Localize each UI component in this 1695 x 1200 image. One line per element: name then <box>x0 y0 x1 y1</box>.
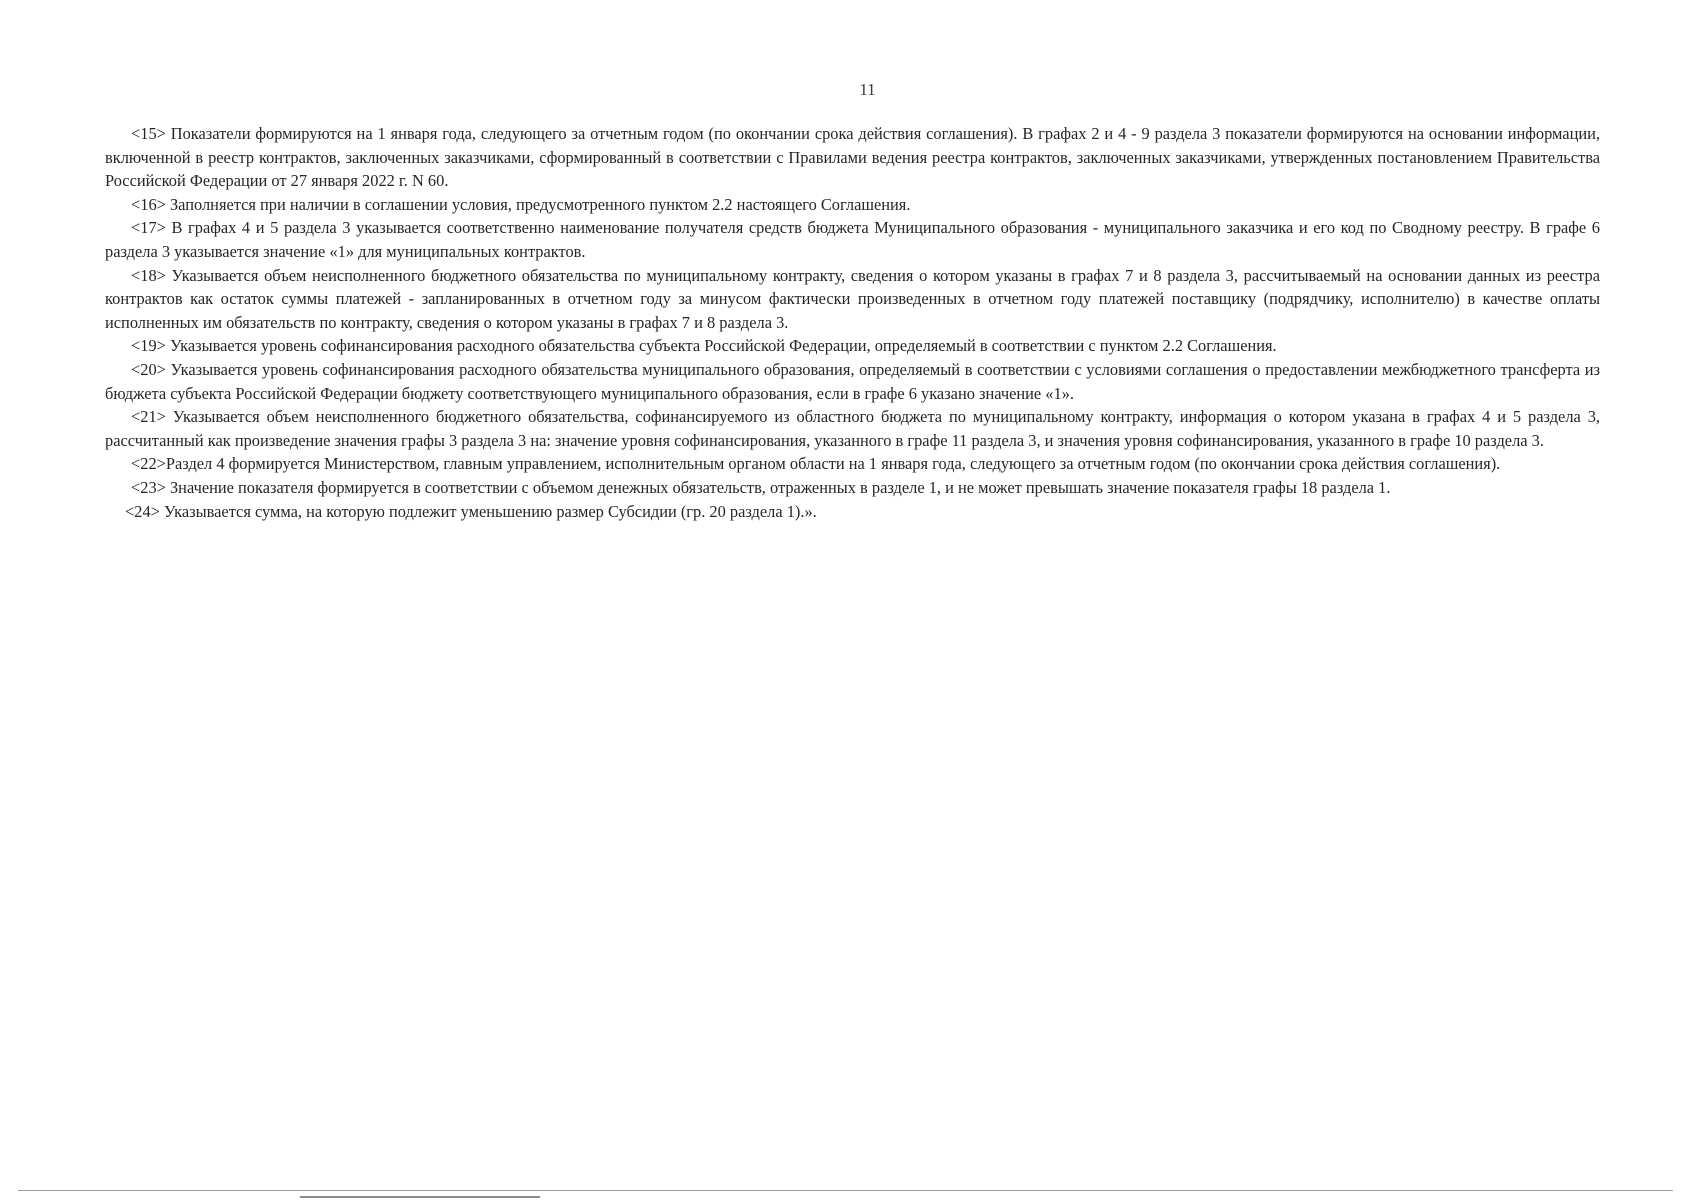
page-number: 11 <box>859 80 876 99</box>
bottom-divider <box>18 1190 1673 1191</box>
footnote-21: <21> Указывается объем неисполненного бюджетного обязательства, софинансируемого из областного бюджета по муниципальному контракту, информация о котором указана в графах 4 и 5 раздела 3, рассчитанный как произведение значения графы 3 раздела 3 на: значение уровня софинансирования, указанного в графе 11 раздела 3, и значения уровня софинансирования, указанного в графе 10 раздела 3. <box>105 407 1600 450</box>
footnote-22: <22>Раздел 4 формируется Министерством, главным управлением, исполнительным органом области на 1 января года, следующего за отчетным годом (по окончании срока действия соглашения). <box>131 454 1501 474</box>
footnote-15: <15> Показатели формируются на 1 января года, следующего за отчетным годом (по окончании срока действия соглашения). В графах 2 и 4 - 9 раздела 3 показатели формируются на основании информации, включенной в реестр контрактов, заключенных заказчиками, сформированный в соответствии с Правилами ведения реестра контрактов, заключенных заказчиками, утвержденных постановлением Правительства Российской Федерации от 27 января 2022 г. N 60. <box>105 124 1600 191</box>
footnote-19: <19> Указывается уровень софинансирования расходного обязательства субъекта Российской Федерации, определяемый в соответствии с пунктом 2.2 Соглашения. <box>131 336 1277 356</box>
footnote-20: <20> Указывается уровень софинансирования расходного обязательства муниципального образования, определяемый в соответствии с условиями соглашения о предоставлении межбюджетного трансферта из бюджета субъекта Российской Федерации бюджету соответствующего муниципального образования, если в графе 6 указано значение «1». <box>105 359 1600 403</box>
footnote-23: <23> Значение показателя формируется в соответствии с объемом денежных обязательств, отраженных в разделе 1, и не может превышать значение показателя графы 18 раздела 1. <box>131 477 1391 497</box>
footnotes-list <box>105 122 1600 523</box>
footnote-18: <18> Указывается объем неисполненного бюджетного обязательства по муниципальному контракту, сведения о котором указаны в графах 7 и 8 раздела 3, рассчитываемый на основании данных из реестра контрактов как остаток суммы платежей - запланированных в отчетном году за минусом фактически произведенных в отчетном году платежей поставщику (подрядчику, исполнителю) в качестве оплаты исполненных им обязательств по контракту, сведения о котором указаны в графах 7 и 8 раздела 3. <box>105 265 1600 332</box>
footnote-16: <16> Заполняется при наличии в соглашении условия, предусмотренного пунктом 2.2 настоящего Соглашения. <box>131 194 911 214</box>
scan-artifact-line <box>300 1196 540 1198</box>
footnote-24: <24> Указывается сумма, на которую подлежит уменьшению размер Субсидии (гр. 20 раздела 1).». <box>125 501 817 521</box>
footnote-17: <17> В графах 4 и 5 раздела 3 указывается соответственно наименование получателя средств бюджета Муниципального образования - муниципального заказчика и его код по Сводному реестру. В графе 6 раздела 3 указывается значение «1» для муниципальных контрактов. <box>105 218 1600 261</box>
